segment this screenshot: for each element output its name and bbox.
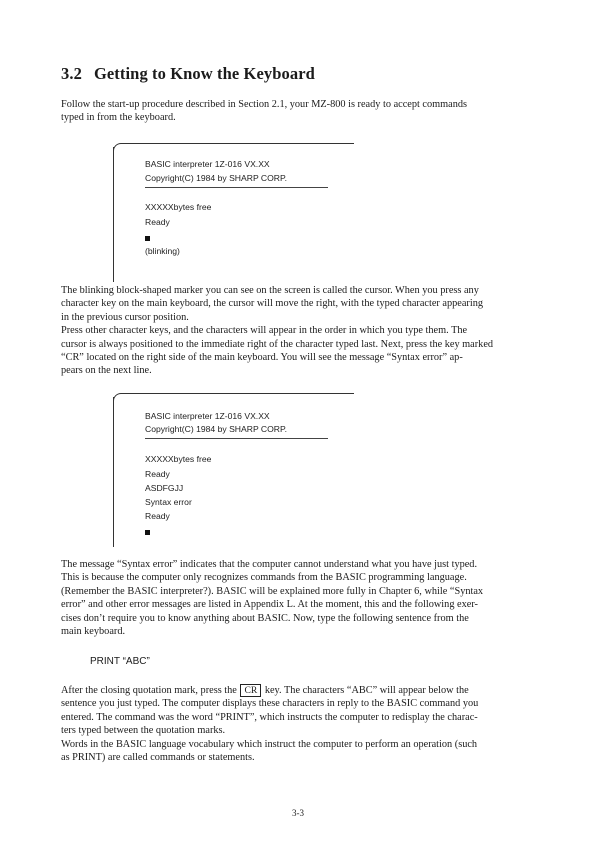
text-line: This is because the computer only recognizes commands from the BASIC programming language.: [61, 572, 467, 584]
screen-rule: [145, 438, 328, 439]
screen-line: Copyright(C) 1984 by SHARP CORP.: [145, 424, 288, 434]
text-line: Follow the start-up procedure described in Section 2.1, your MZ-800 is ready to accept commands: [61, 99, 468, 110]
syntax-error-paragraph: [61, 558, 541, 638]
screen-line: Ready: [145, 217, 170, 227]
screen-frame-top: [113, 393, 354, 402]
section-number: 3.2: [61, 64, 82, 83]
text-line: error” and other error messages are listed in Appendix L. At the moment, this and the following exer-: [61, 599, 478, 611]
print-command-example: PRINT “ABC”: [90, 656, 150, 667]
text-line: entered. The command was the word “PRINT”, which instructs the computer to redisplay the charac-: [61, 711, 478, 723]
text-line: sentence you just typed. The computer displays these characters in reply to the BASIC command you: [61, 698, 479, 710]
screen-frame-left: [113, 147, 114, 282]
text-line: pears on the next line.: [61, 365, 152, 377]
text-line: cursor is always positioned to the immediate right of the character typed last. Next, press the key marked: [61, 338, 494, 350]
text-line: in the previous cursor position.: [61, 311, 189, 323]
blinking-cursor-icon: [145, 530, 150, 535]
screen-illustration-syntax-error: [113, 393, 353, 553]
screen-line: BASIC interpreter 1Z-016 VX.XX: [145, 411, 270, 421]
section-title: Getting to Know the Keyboard: [93, 64, 315, 83]
screen-line: ASDFGJJ: [145, 483, 184, 493]
screen-line: XXXXXbytes free: [145, 454, 212, 464]
text-line: character key on the main keyboard, the cursor will move the right, with the typed character appearing: [61, 298, 484, 310]
intro-paragraph: [61, 98, 541, 125]
text-line: main keyboard.: [61, 626, 126, 638]
screen-frame-top: [113, 143, 354, 152]
page-number: 3-3: [292, 808, 304, 818]
screen-frame-left: [113, 397, 114, 547]
text-fragment: key. The characters “ABC” will appear below the: [264, 685, 469, 696]
text-line: Words in the BASIC language vocabulary which instruct the computer to perform an operation (such: [61, 738, 478, 750]
cursor-paragraph: [61, 284, 541, 378]
text-line: The message “Syntax error” indicates that the computer cannot understand what you have just typed.: [61, 559, 478, 570]
screen-line: Ready: [145, 469, 170, 479]
screen-note: (blinking): [145, 246, 180, 256]
screen-illustration-startup: [113, 143, 353, 283]
screen-rule: [145, 187, 328, 188]
text-line: typed in from the keyboard.: [61, 112, 176, 124]
text-line: ters typed between the quotation marks.: [61, 725, 226, 737]
print-paragraph: [61, 684, 541, 764]
text-line: (Remember the BASIC interpreter?). BASIC will be explained more fully in Chapter 6, while “Syntax: [61, 585, 484, 597]
text-line: Press other character keys, and the characters will appear in the order in which you type them. The: [61, 325, 468, 337]
section-heading: [61, 64, 315, 84]
text-line: as PRINT) are called commands or statements.: [61, 752, 255, 764]
text-fragment: After the closing quotation mark, press the: [61, 685, 237, 696]
blinking-cursor-icon: [145, 236, 150, 241]
screen-line: XXXXXbytes free: [145, 202, 212, 212]
screen-line: BASIC interpreter 1Z-016 VX.XX: [145, 159, 270, 169]
text-line: cises don’t require you to know anything about BASIC. Now, type the following sentence from the: [61, 612, 469, 624]
cr-key-label: CR: [240, 684, 261, 697]
screen-line: Syntax error: [145, 497, 192, 507]
text-line: “CR” located on the right side of the main keyboard. You will see the message “Syntax error” ap-: [61, 352, 463, 364]
text-line: The blinking block-shaped marker you can see on the screen is called the cursor. When you press any: [61, 285, 479, 296]
screen-line: Ready: [145, 511, 170, 521]
text-line: [61, 684, 541, 697]
screen-line: Copyright(C) 1984 by SHARP CORP.: [145, 173, 288, 183]
